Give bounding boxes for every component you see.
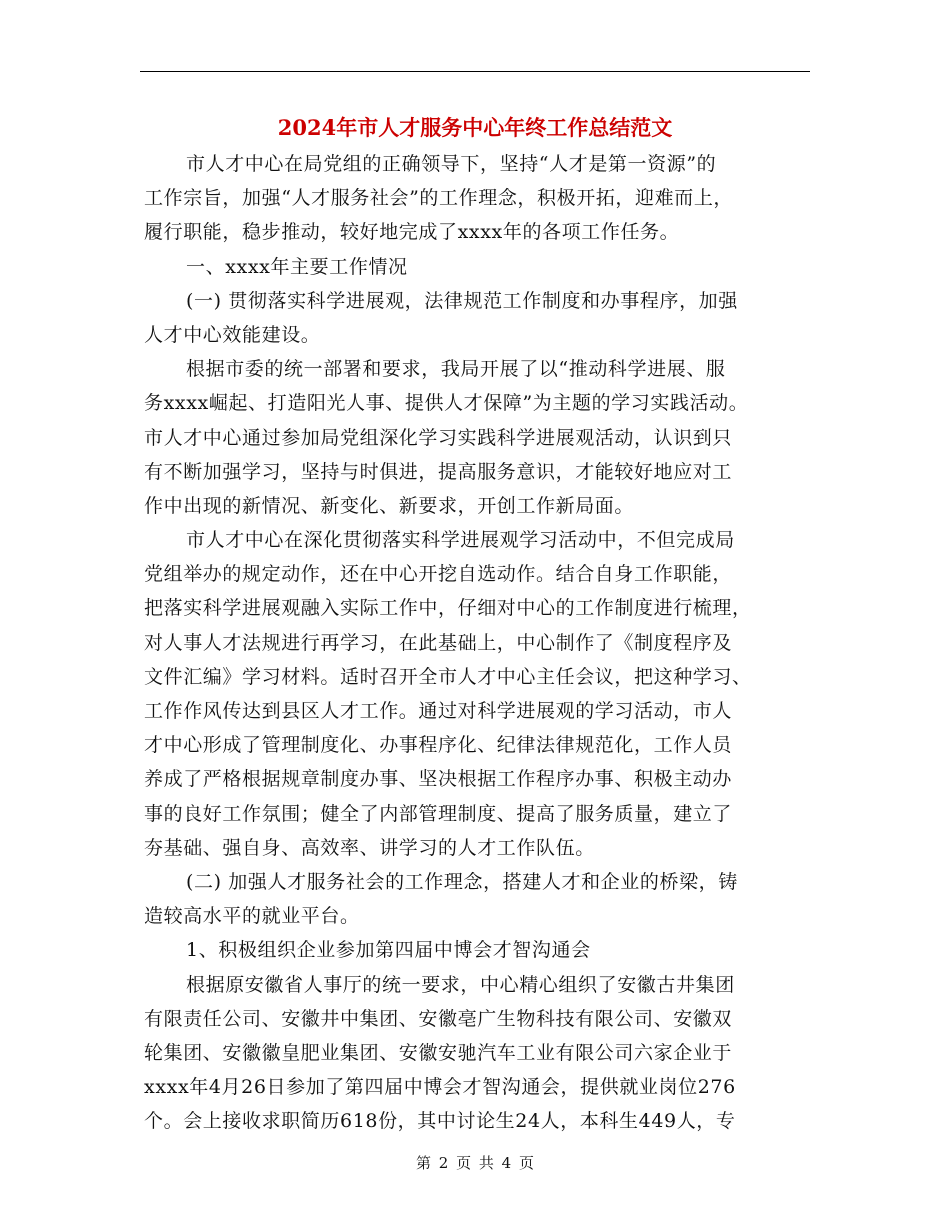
paragraph-line: 务xxxx崛起、打造阳光人事、提供人才保障”为主题的学习实践活动。 bbox=[144, 392, 749, 415]
paragraph-line: 根据市委的统一部署和要求，我局开展了以“推动科学进展、服 bbox=[186, 358, 726, 381]
paragraph-line: 把落实科学进展观融入实际工作中，仔细对中心的工作制度进行梳理， bbox=[144, 597, 752, 620]
paragraph-line: 对人事人才法规进行再学习，在此基础上，中心制作了《制度程序及 bbox=[144, 631, 733, 654]
paragraph-line: 工作作风传达到县区人才工作。通过对科学进展观的学习活动，市人 bbox=[144, 700, 733, 722]
subsection-heading: (二) 加强人才服务社会的工作理念，搭建人才和企业的桥梁，铸 bbox=[186, 870, 738, 893]
paragraph-line: 作中出现的新情况、新变化、新要求，开创工作新局面。 bbox=[144, 494, 635, 517]
page-number-footer: 第 2 页 共 4 页 bbox=[416, 1154, 534, 1172]
paragraph-line: 养成了严格根据规章制度办事、坚决根据工作程序办事、积极主动办 bbox=[144, 768, 733, 791]
paragraph-line: 个。会上接收求职简历618份，其中讨论生24人，本科生449人，专 bbox=[144, 1110, 736, 1133]
subsection-heading: 人才中心效能建设。 bbox=[144, 323, 321, 346]
paragraph-line: xxxx年4月26日参加了第四届中博会才智沟通会，提供就业岗位276 bbox=[144, 1076, 736, 1099]
paragraph-line: 履行职能，稳步推动，较好地完成了xxxx年的各项工作任务。 bbox=[144, 221, 680, 244]
document-body bbox=[144, 147, 824, 1138]
header-rule bbox=[140, 71, 810, 72]
paragraph-line: 有不断加强学习，坚持与时俱进，提高服务意识，才能较好地应对工 bbox=[144, 460, 733, 483]
item-heading: 1、积极组织企业参加第四届中博会才智沟通会 bbox=[186, 939, 591, 962]
paragraph-line: 夯基础、强自身、高效率、讲学习的人才工作队伍。 bbox=[144, 836, 595, 859]
document-title: 2024年市人才服务中心年终工作总结范文 bbox=[277, 115, 673, 140]
paragraph-line: 市人才中心通过参加局党组深化学习实践科学进展观活动，认识到只 bbox=[144, 426, 733, 449]
paragraph-line: 才中心形成了管理制度化、办事程序化、纪律法律规范化，工作人员 bbox=[144, 734, 733, 757]
paragraph-line: 工作宗旨，加强“人才服务社会”的工作理念，积极开拓，迎难而上， bbox=[144, 187, 734, 210]
paragraph-line: 文件汇编》学习材料。适时召开全市人才中心主任会议，把这种学习、 bbox=[144, 665, 752, 688]
paragraph-line: 有限责任公司、安徽井中集团、安徽亳广生物科技有限公司、安徽双 bbox=[144, 1007, 733, 1030]
paragraph-line: 市人才中心在局党组的正确领导下，坚持“人才是第一资源”的 bbox=[186, 153, 717, 175]
subsection-heading: 造较高水平的就业平台。 bbox=[144, 905, 360, 928]
paragraph-line: 事的良好工作氛围；健全了内部管理制度、提高了服务质量，建立了 bbox=[144, 802, 733, 825]
subsection-heading: (一) 贯彻落实科学进展观，法律规范工作制度和办事程序，加强 bbox=[186, 289, 738, 312]
paragraph-line: 党组举办的规定动作，还在中心开挖自选动作。结合自身工作职能， bbox=[144, 563, 733, 586]
paragraph-line: 轮集团、安徽徽皇肥业集团、安徽安驰汽车工业有限公司六家企业于 bbox=[144, 1041, 733, 1064]
section-heading: 一、xxxx年主要工作情况 bbox=[186, 255, 408, 278]
paragraph-line: 根据原安徽省人事厅的统一要求，中心精心组织了安徽古井集团 bbox=[186, 973, 735, 996]
paragraph-line: 市人才中心在深化贯彻落实科学进展观学习活动中，不但完成局 bbox=[186, 529, 735, 552]
